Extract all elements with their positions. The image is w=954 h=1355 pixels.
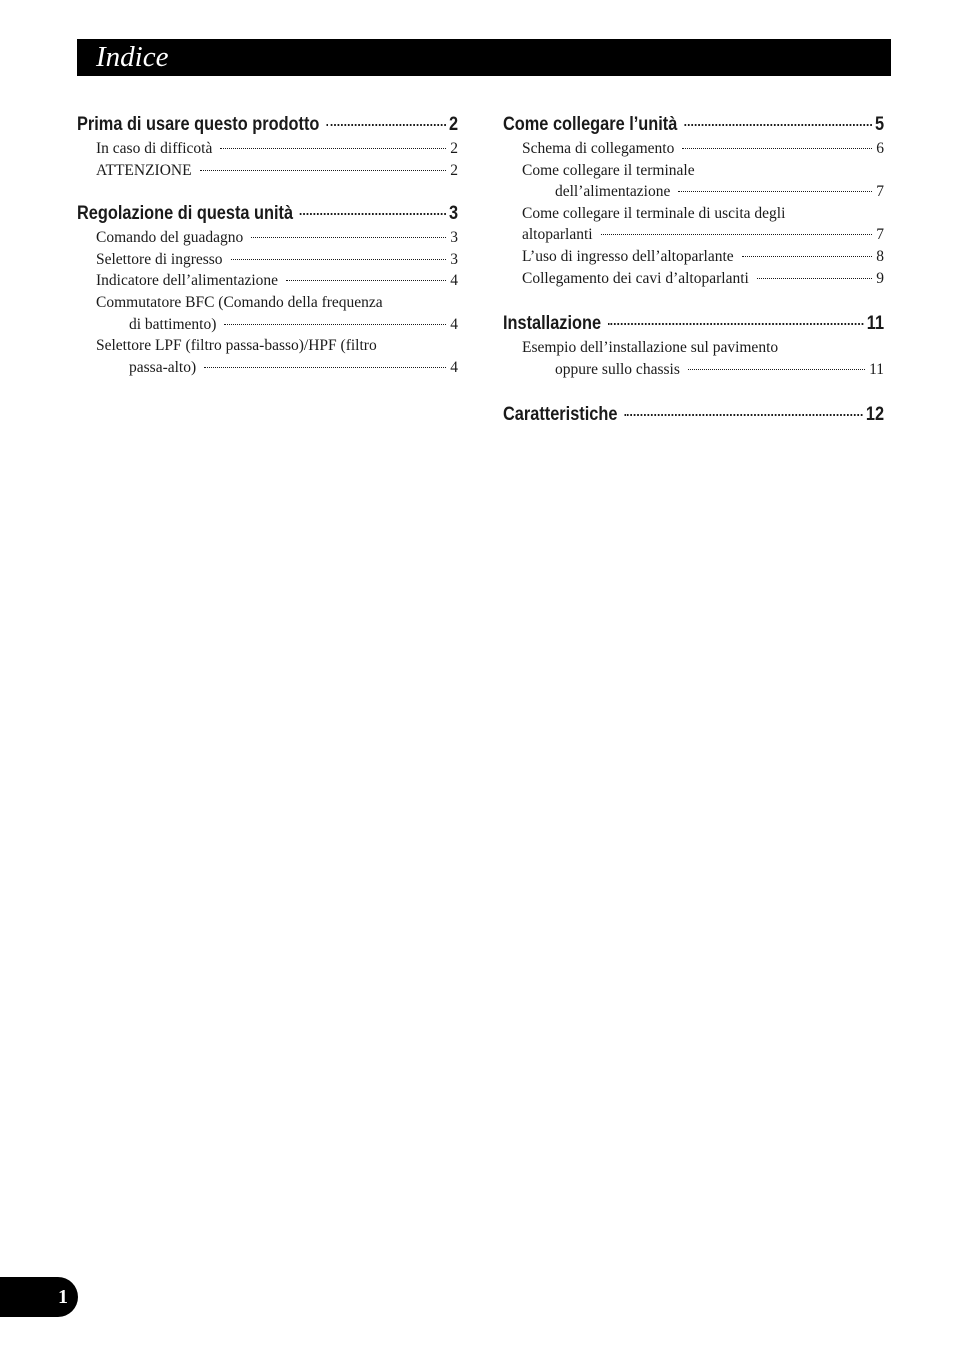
toc-section-heading[interactable] xyxy=(77,201,458,227)
item-title-line1: Esempio dell’installazione sul pavimento xyxy=(522,339,779,357)
toc-section xyxy=(503,112,884,289)
item-title: Schema di collegamento xyxy=(522,140,675,157)
item-title: di battimento) xyxy=(129,315,217,333)
toc-section xyxy=(77,112,458,181)
item-title: altoparlanti xyxy=(522,226,593,244)
item-title: ATTENZIONE xyxy=(96,161,192,179)
toc-item[interactable] xyxy=(77,249,458,271)
dot-leader xyxy=(688,369,865,370)
toc-item-multiline[interactable] xyxy=(503,203,884,246)
toc-item[interactable] xyxy=(77,227,458,249)
item-title-line1: Commutatore BFC (Comando della frequenza xyxy=(96,293,383,311)
toc-item[interactable] xyxy=(503,246,884,268)
dot-leader xyxy=(231,259,447,260)
item-title: passa-alto) xyxy=(129,358,197,376)
item-page: 2 xyxy=(450,140,458,157)
item-title-line1: Come collegare il terminale xyxy=(522,161,695,179)
item-title-line2 xyxy=(503,359,884,381)
item-title-line2 xyxy=(77,357,458,379)
section-page: 5 xyxy=(874,114,885,135)
page-number: 1 xyxy=(58,1285,68,1308)
section-page: 11 xyxy=(866,313,885,335)
dot-leader xyxy=(601,234,873,235)
toc-section xyxy=(503,311,884,380)
dot-leader xyxy=(300,213,446,215)
toc-section-heading[interactable] xyxy=(503,402,884,428)
toc-section-heading[interactable] xyxy=(77,112,458,138)
toc-item-multiline[interactable] xyxy=(503,337,884,380)
toc-item-multiline[interactable] xyxy=(503,160,884,203)
section-title: Prima di usare questo prodotto xyxy=(77,114,320,135)
item-page: 4 xyxy=(450,272,458,290)
item-page: 7 xyxy=(876,183,884,201)
dot-leader xyxy=(742,256,873,257)
toc-items xyxy=(503,337,884,380)
dot-leader xyxy=(220,148,446,149)
item-page: 6 xyxy=(876,140,884,157)
toc-item-multiline[interactable] xyxy=(77,292,458,335)
dot-leader xyxy=(200,170,447,171)
dot-leader xyxy=(224,324,446,325)
dot-leader xyxy=(757,278,872,279)
section-title: Caratteristiche xyxy=(503,404,618,426)
toc-items xyxy=(77,138,458,181)
item-title-line1: Come collegare il terminale di uscita degli xyxy=(522,204,786,222)
item-title: dell’alimentazione xyxy=(555,183,671,201)
item-title-line1: Selettore LPF (filtro passa-basso)/HPF (filtro xyxy=(96,337,377,355)
title-bar xyxy=(77,39,891,76)
toc-item[interactable] xyxy=(503,138,884,160)
page-title: Indice xyxy=(96,41,169,73)
page-number-tab xyxy=(0,1277,78,1317)
section-title: Installazione xyxy=(503,313,602,335)
dot-leader xyxy=(678,191,872,192)
toc-item[interactable] xyxy=(77,160,458,182)
toc-section xyxy=(503,402,884,428)
toc-section xyxy=(77,201,458,378)
item-page: 2 xyxy=(450,161,458,179)
item-title-line2 xyxy=(503,181,884,203)
toc-items xyxy=(503,138,884,289)
toc-right-column xyxy=(503,112,884,450)
item-page: 11 xyxy=(869,360,884,378)
dot-leader xyxy=(286,280,446,281)
toc-item[interactable] xyxy=(503,268,884,290)
dot-leader xyxy=(204,367,446,368)
toc-section-heading[interactable] xyxy=(503,311,884,337)
toc-item[interactable] xyxy=(77,270,458,292)
item-title: Comando del guadagno xyxy=(96,229,244,247)
toc-left-column xyxy=(77,112,458,398)
dot-leader xyxy=(608,323,863,325)
section-title: Regolazione di questa unità xyxy=(77,203,294,225)
dot-leader xyxy=(624,414,862,416)
item-page: 3 xyxy=(450,229,458,247)
item-title: Collegamento dei cavi d’altoparlanti xyxy=(522,269,749,287)
dot-leader xyxy=(684,124,871,126)
item-page: 4 xyxy=(450,358,458,376)
toc-item-multiline[interactable] xyxy=(77,335,458,378)
section-page: 2 xyxy=(448,114,459,135)
dot-leader xyxy=(682,148,872,149)
item-title: In caso di difficotà xyxy=(96,140,213,157)
item-page: 7 xyxy=(876,226,884,244)
item-page: 9 xyxy=(876,269,884,287)
item-page: 3 xyxy=(450,250,458,268)
dot-leader xyxy=(251,237,446,238)
toc-items xyxy=(77,227,458,378)
toc-section-heading[interactable] xyxy=(503,112,884,138)
item-title: Indicatore dell’alimentazione xyxy=(96,272,279,290)
item-title: Selettore di ingresso xyxy=(96,250,223,268)
dot-leader xyxy=(326,124,445,126)
section-page: 12 xyxy=(865,404,885,426)
section-title: Come collegare l’unità xyxy=(503,114,678,135)
item-page: 8 xyxy=(876,247,884,265)
item-title: L’uso di ingresso dell’altoparlante xyxy=(522,247,734,265)
item-title-line2 xyxy=(503,224,884,246)
toc-item[interactable] xyxy=(77,138,458,160)
item-title: oppure sullo chassis xyxy=(555,360,680,378)
section-page: 3 xyxy=(448,203,459,225)
item-page: 4 xyxy=(450,315,458,333)
item-title-line2 xyxy=(77,314,458,336)
